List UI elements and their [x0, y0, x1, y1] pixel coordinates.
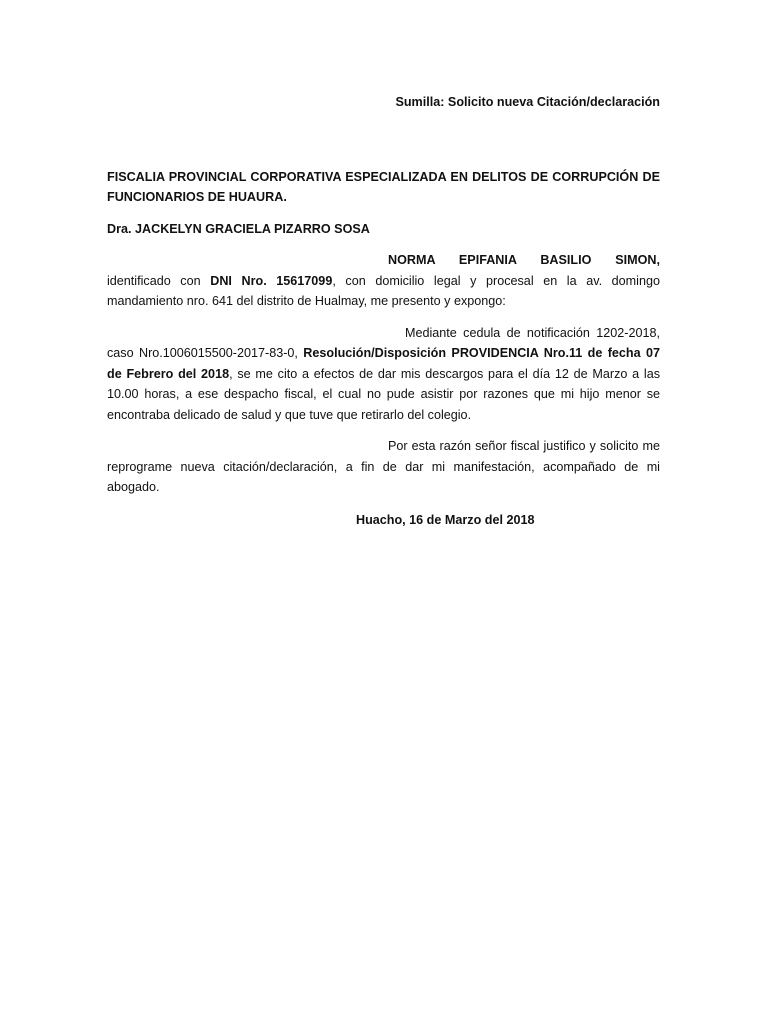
- paragraph-facts-text-b: , se me cito a efectos de dar mis descargos para el día 12 de Marzo a las 10.00 horas, a ese despacho fiscal, el cual no pude asistir por razones que mi hijo menor se encontraba delicado de salud y que tuve que retirarlo del colegio.: [107, 366, 660, 422]
- paragraph-presentation-text-b: , con domicilio legal y procesal en la av. domingo mandamiento nro. 641 del distrito de Hualmay, me presento y expongo:: [107, 273, 660, 308]
- applicant-name: NORMA EPIFANIA BASILIO SIMON,: [388, 253, 660, 267]
- paragraph-request-text: Por esta razón señor fiscal justifico y solicito me reprograme nueva citación/declaración, a fin de dar mi manifestación, acompañado de mi abogado.: [107, 439, 660, 494]
- document-body: [107, 92, 660, 530]
- paragraph-facts-text-a: Mediante cedula de notificación 1202-2018, caso Nro.1006015500-2017-83-0,: [107, 325, 660, 360]
- resolution-reference: Resolución/Disposición PROVIDENCIA Nro.11 de fecha 07 de Febrero del 2018: [107, 346, 660, 381]
- recipient-name: Dra. JACKELYN GRACIELA PIZARRO SOSA: [107, 221, 370, 236]
- paragraph-presentation: [107, 250, 660, 312]
- paragraph-facts: [107, 323, 660, 426]
- dni-number: DNI Nro. 15617099: [210, 273, 333, 288]
- paragraph-presentation-text-a: identificado con: [107, 273, 211, 288]
- paragraph-request: [107, 436, 660, 498]
- sumilla-line: Sumilla: Solicito nueva Citación/declaración: [395, 95, 660, 109]
- place-and-date: Huacho, 16 de Marzo del 2018: [356, 512, 535, 527]
- addressee-heading: FISCALIA PROVINCIAL CORPORATIVA ESPECIALIZADA EN DELITOS DE CORRUPCIÓN DE FUNCIONARIOS DE HUAURA.: [107, 169, 660, 204]
